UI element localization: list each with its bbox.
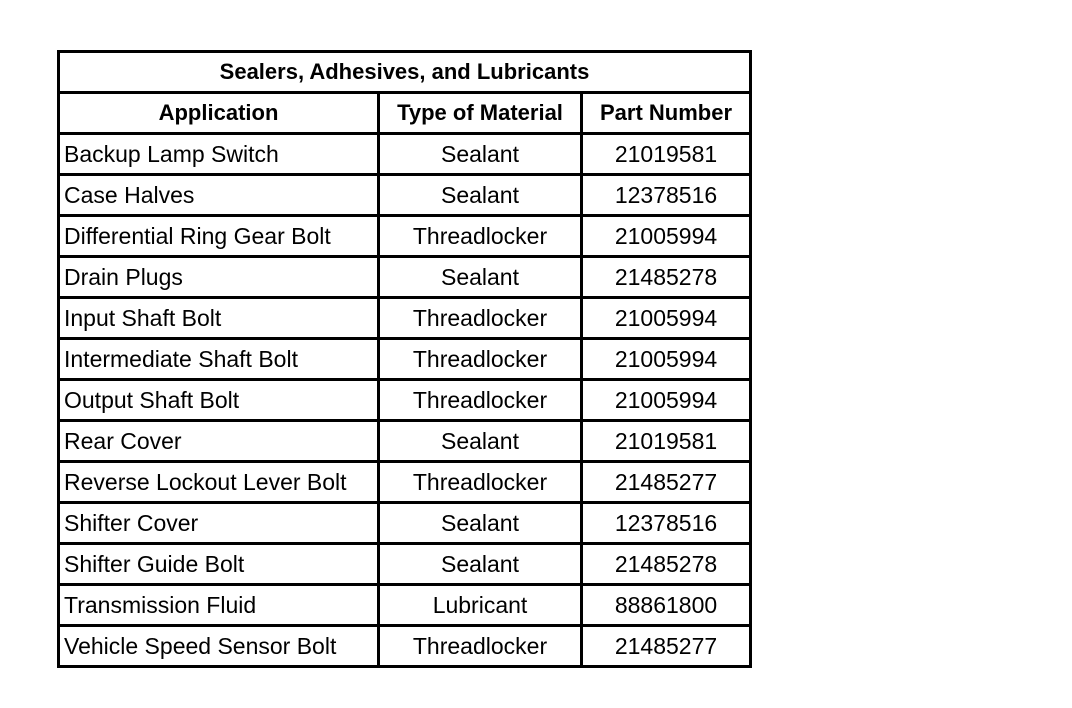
cell-material: Sealant — [380, 545, 583, 586]
cell-part-number: 21005994 — [583, 340, 749, 381]
header-material: Type of Material — [380, 94, 583, 135]
cell-part-number: 12378516 — [583, 176, 749, 217]
cell-material: Sealant — [380, 135, 583, 176]
table-header-row — [60, 94, 749, 135]
table-row — [60, 381, 749, 422]
table-row — [60, 135, 749, 176]
cell-part-number: 88861800 — [583, 586, 749, 627]
cell-application: Output Shaft Bolt — [60, 381, 380, 422]
cell-material: Threadlocker — [380, 299, 583, 340]
cell-application: Vehicle Speed Sensor Bolt — [60, 627, 380, 665]
table-row — [60, 217, 749, 258]
cell-part-number: 21019581 — [583, 135, 749, 176]
header-application: Application — [60, 94, 380, 135]
table-row — [60, 422, 749, 463]
cell-material: Sealant — [380, 176, 583, 217]
cell-application: Reverse Lockout Lever Bolt — [60, 463, 380, 504]
table-row — [60, 586, 749, 627]
cell-application: Differential Ring Gear Bolt — [60, 217, 380, 258]
cell-material: Threadlocker — [380, 340, 583, 381]
cell-application: Input Shaft Bolt — [60, 299, 380, 340]
table-row — [60, 627, 749, 665]
table-row — [60, 545, 749, 586]
cell-part-number: 21485277 — [583, 463, 749, 504]
cell-part-number: 21005994 — [583, 381, 749, 422]
cell-application: Drain Plugs — [60, 258, 380, 299]
cell-material: Lubricant — [380, 586, 583, 627]
table-title: Sealers, Adhesives, and Lubricants — [60, 53, 749, 94]
cell-part-number: 21019581 — [583, 422, 749, 463]
table-row — [60, 340, 749, 381]
table-row — [60, 258, 749, 299]
cell-part-number: 21485278 — [583, 545, 749, 586]
table-title-row — [60, 53, 749, 94]
table-row — [60, 176, 749, 217]
table-row — [60, 463, 749, 504]
cell-material: Threadlocker — [380, 381, 583, 422]
cell-material: Threadlocker — [380, 217, 583, 258]
cell-part-number: 21005994 — [583, 299, 749, 340]
cell-application: Rear Cover — [60, 422, 380, 463]
cell-material: Threadlocker — [380, 627, 583, 665]
cell-application: Shifter Guide Bolt — [60, 545, 380, 586]
cell-application: Transmission Fluid — [60, 586, 380, 627]
cell-application: Shifter Cover — [60, 504, 380, 545]
cell-material: Sealant — [380, 504, 583, 545]
cell-application: Intermediate Shaft Bolt — [60, 340, 380, 381]
cell-part-number: 21485278 — [583, 258, 749, 299]
cell-material: Sealant — [380, 258, 583, 299]
table-row — [60, 504, 749, 545]
cell-part-number: 21485277 — [614, 633, 718, 659]
cell-part-number: 12378516 — [583, 504, 749, 545]
cell-part-number: 21005994 — [583, 217, 749, 258]
sealers-table — [57, 50, 752, 668]
cell-material: Sealant — [380, 422, 583, 463]
cell-material: Threadlocker — [380, 463, 583, 504]
cell-application: Case Halves — [60, 176, 380, 217]
table-row — [60, 299, 749, 340]
header-part-number: Part Number — [583, 94, 749, 135]
cell-application: Backup Lamp Switch — [60, 135, 380, 176]
